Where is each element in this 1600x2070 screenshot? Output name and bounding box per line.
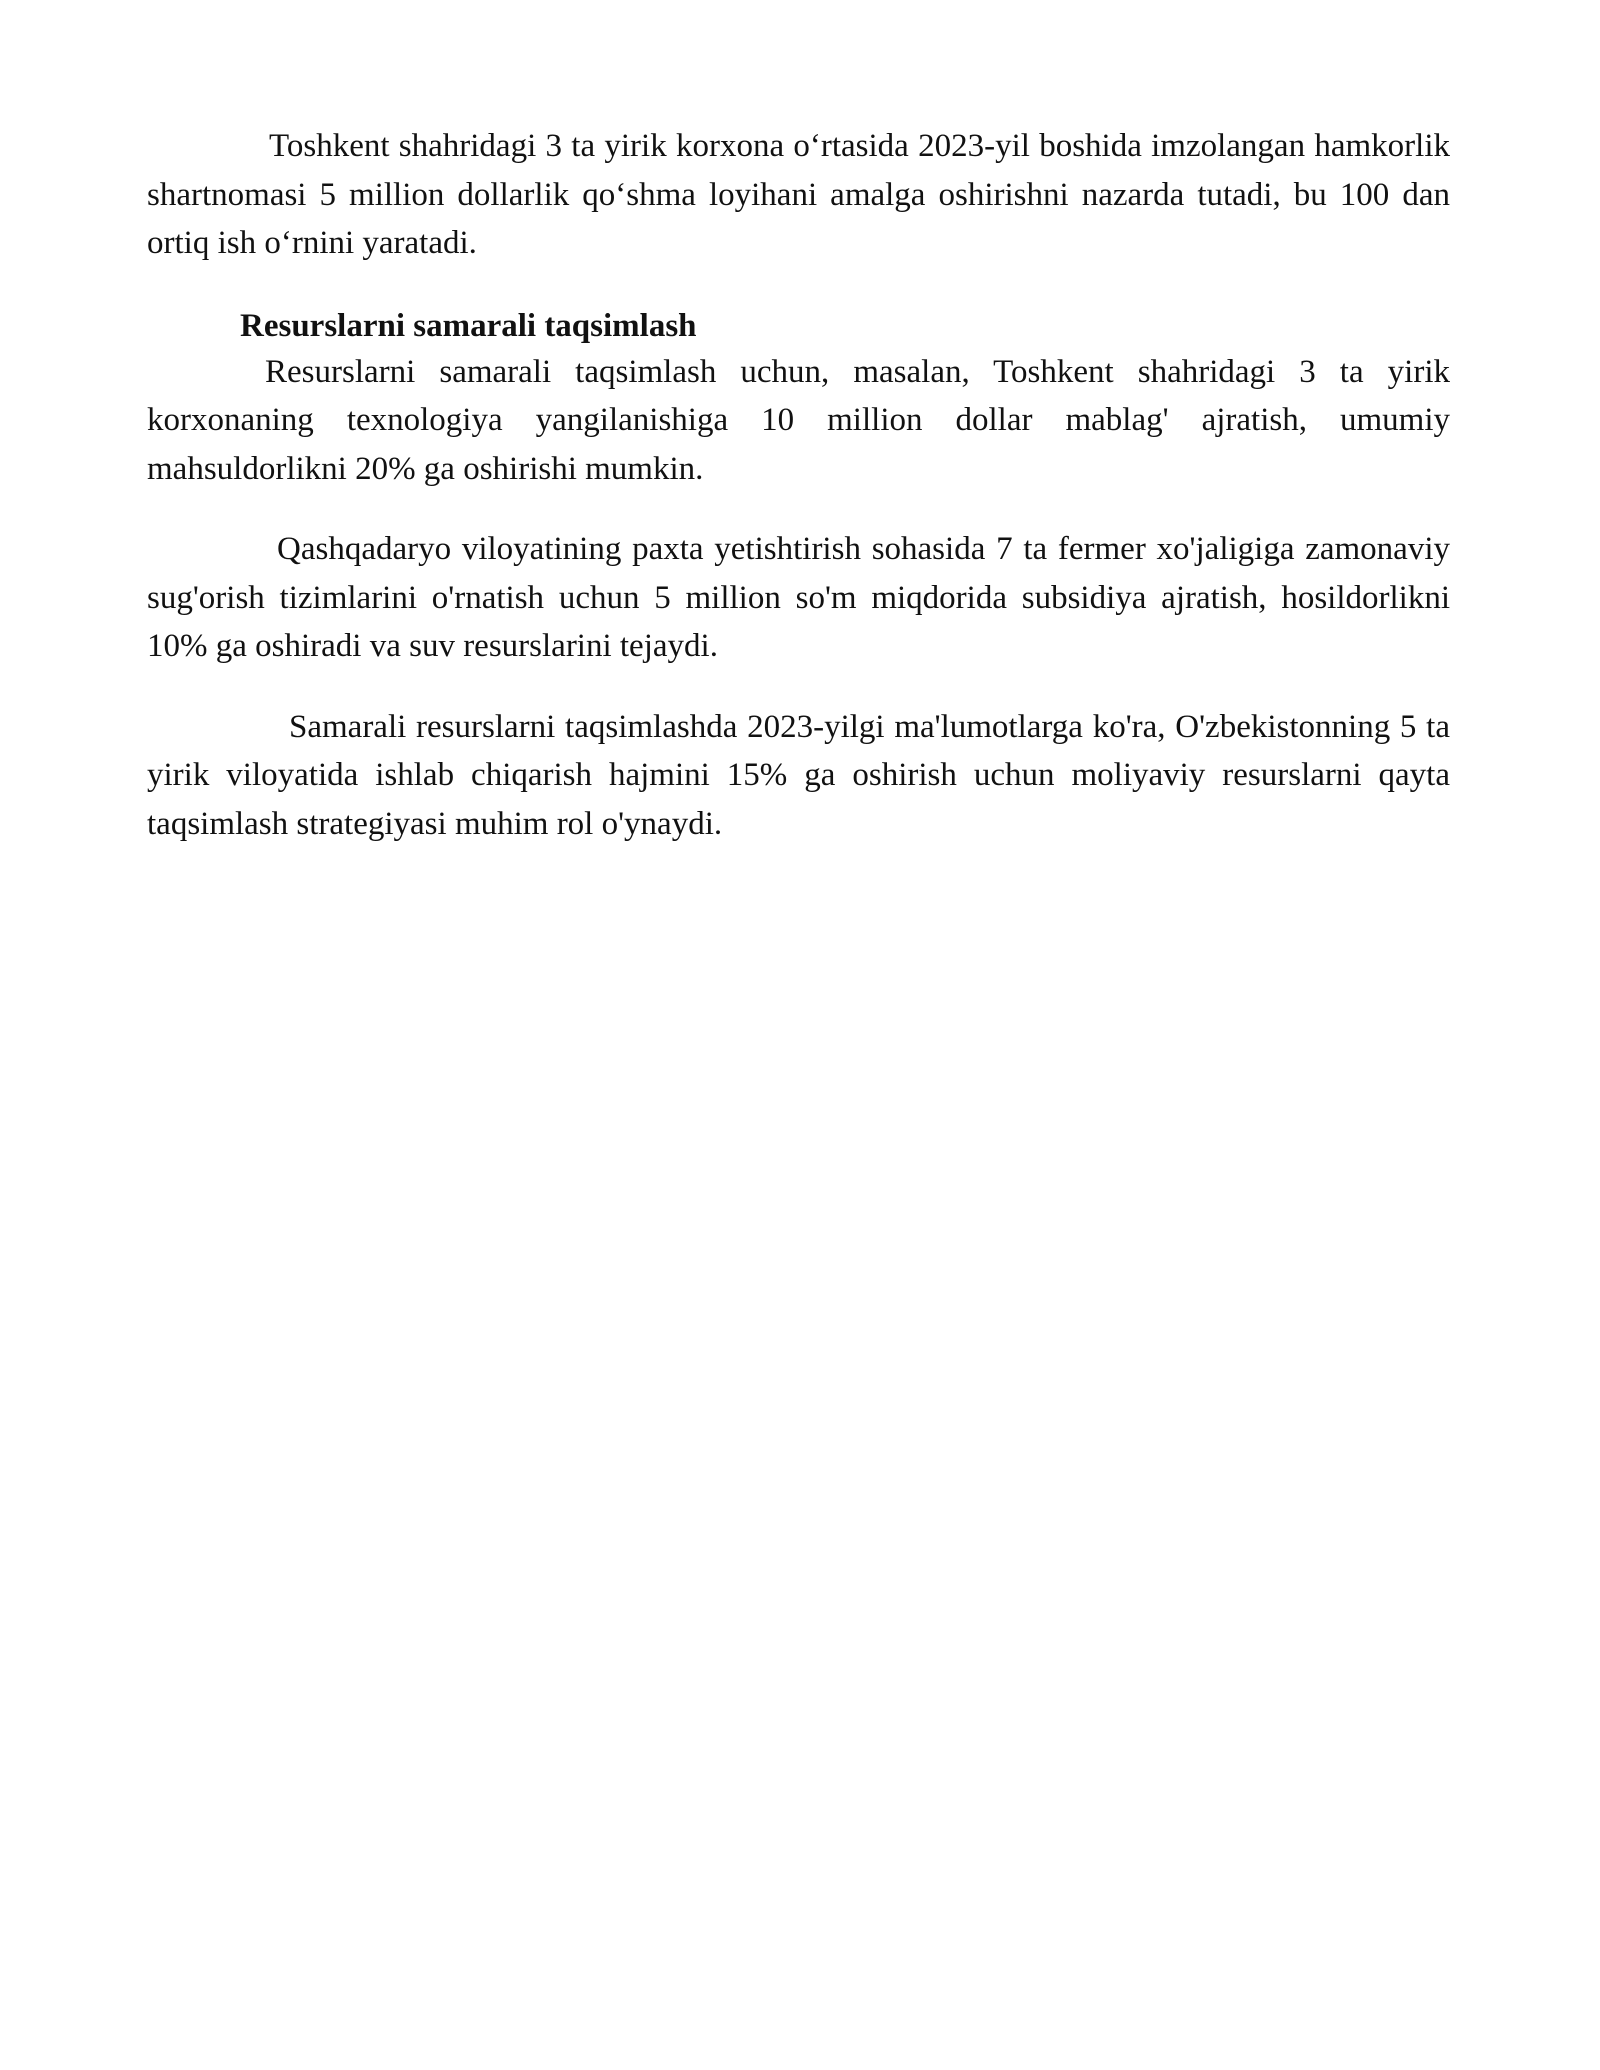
paragraph-resource-allocation: Resurslarni samarali taqsimlash uchun, masalan, Toshkent shahridagi 3 ta yirik korxonaning texnologiya yangilanishiga 10 million dollar mablag' ajratish, umumiy mahsuldorlikni 20% ga oshirishi mumkin. [147, 353, 1450, 487]
paragraph-strategy: Samarali resurslarni taqsimlashda 2023-yilgi ma'lumotlarga ko'ra, O'zbekistonning 5 ta yirik viloyatida ishlab chiqarish hajmini 15% ga oshirish uchun moliyaviy resurslarni qayta taqsimlash strategiyasi muhim rol o'ynaydi. [147, 708, 1450, 842]
paragraph-qashqadaryo: Qashqadaryo viloyatining paxta yetishtirish sohasida 7 ta fermer xo'jaligiga zamonaviy sug'orish tizimlarini o'rnatish uchun 5 million so'm miqdorida subsidiya ajratish, hosildorlikni 10% ga oshiradi va suv resurslarini tejaydi. [147, 531, 1450, 664]
paragraph-intro: Toshkent shahridagi 3 ta yirik korxona o‘rtasida 2023-yil boshida imzolangan hamkorlik shartnomasi 5 million dollarlik qo‘shma loyihani amalga oshirishni nazarda tutadi, bu 100 dan ortiq ish o‘rnini yaratadi. [147, 128, 1450, 261]
section-heading: Resurslarni samarali taqsimlash [240, 307, 697, 344]
document-body [147, 122, 1450, 848]
